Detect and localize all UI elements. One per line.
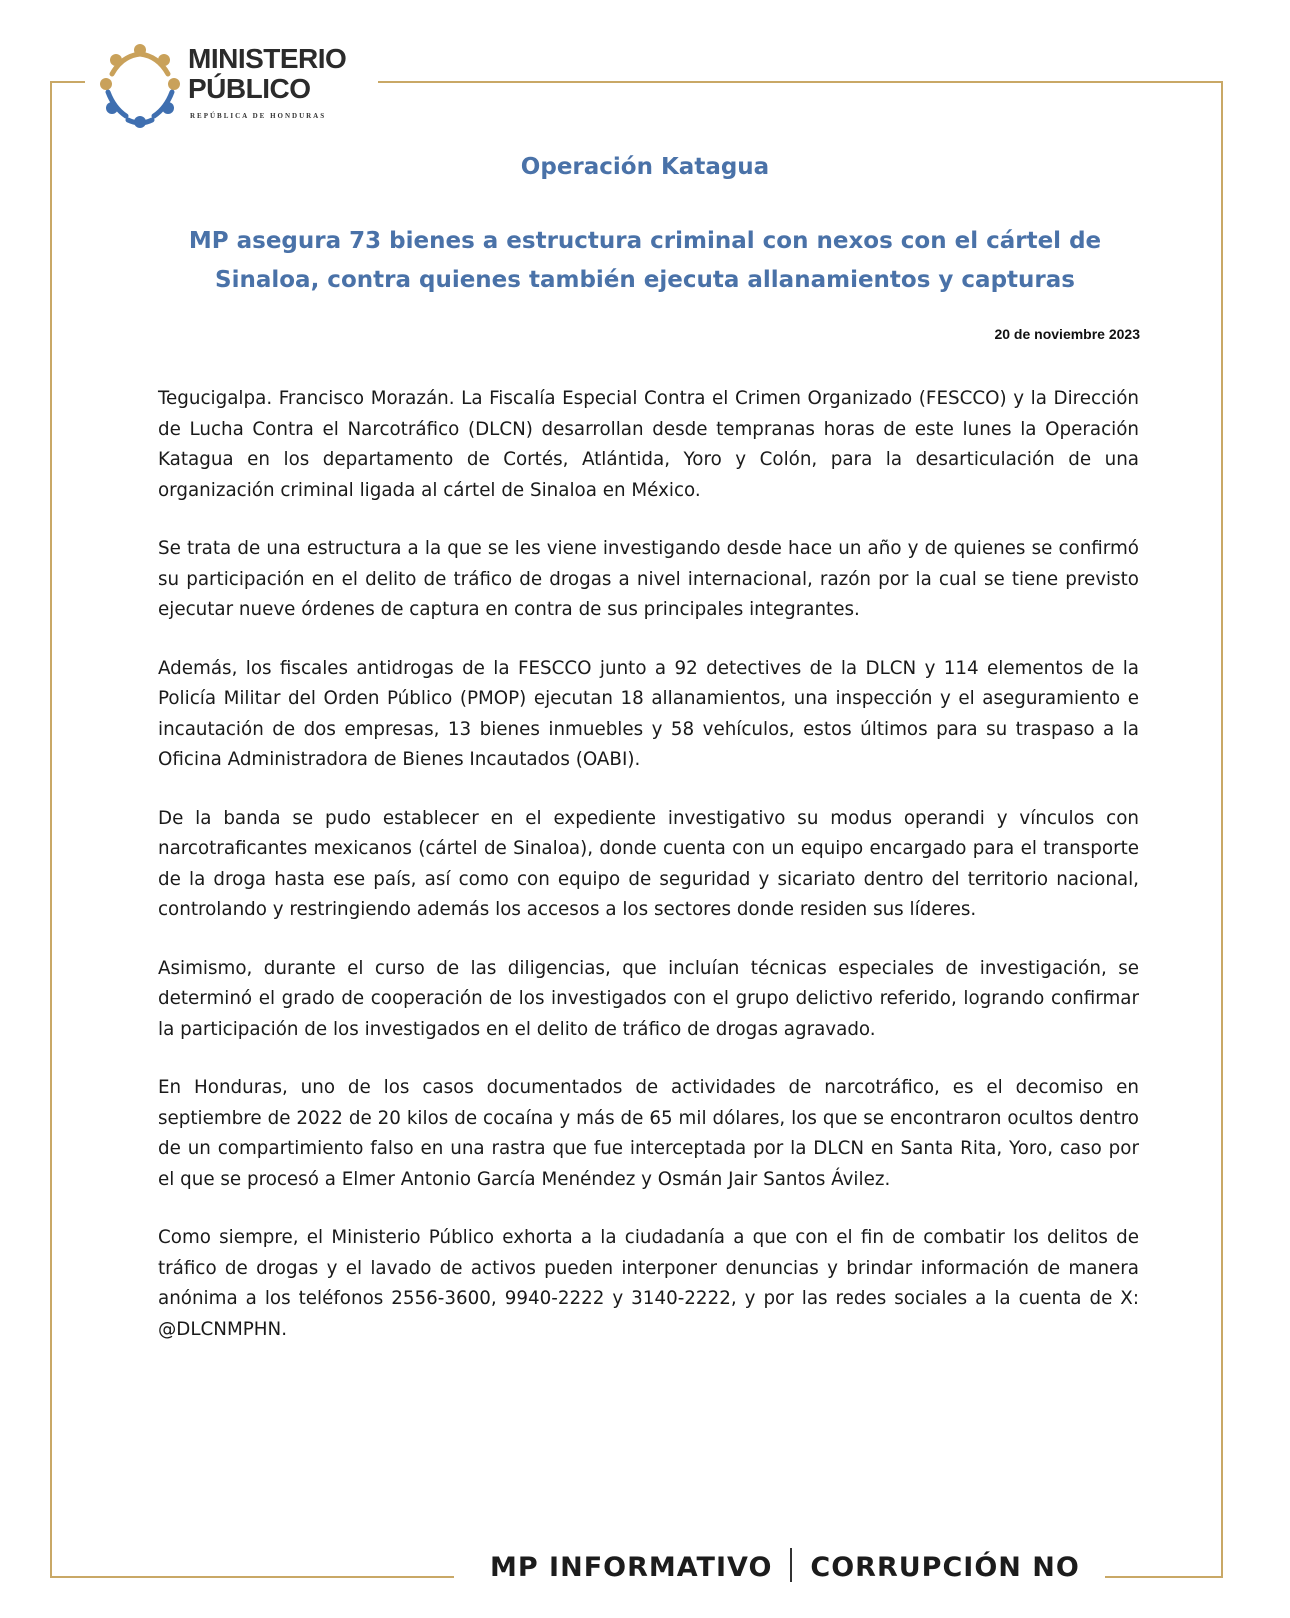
logo-title-line1: MINISTERIO	[188, 43, 347, 74]
press-body	[158, 384, 1139, 1373]
footer-right-text: CORRUPCIÓN NO	[810, 1552, 1080, 1583]
people-circle-logo-icon	[100, 44, 180, 128]
body-paragraph: De la banda se pudo establecer en el expediente investigativo su modus operandi y vínculos con narcotraficantes mexicanos (cártel de Sinaloa), donde cuenta con un equipo encargado para el transporte de la droga hasta ese país, así como con equipo de seguridad y sicariato dentro del territorio nacional, controlando y restringiendo además los accesos a los sectores donde residen sus líderes.	[158, 807, 1139, 920]
frame-bottom-left-line	[50, 1576, 454, 1578]
press-date: 20 de noviembre 2023	[994, 326, 1140, 342]
frame-top-left-line	[50, 81, 85, 83]
footer-slogan	[490, 1548, 1090, 1583]
body-paragraph: En Honduras, uno de los casos documentados de actividades de narcotráfico, es el decomiso en septiembre de 2022 de 20 kilos de cocaína y más de 65 mil dólares, los que se encontraron ocultos dentro de un compartimiento falso en una rastra que fue interceptada por la DLCN en Santa Rita, Yoro, caso por el que se procesó a Elmer Antonio García Menéndez y Osmán Jair Santos Ávilez.	[158, 1077, 1139, 1190]
logo-title-line2: PÚBLICO	[188, 73, 311, 104]
operation-title: Operación Katagua	[520, 154, 770, 180]
logo-subtitle: REPÚBLICA DE HONDURAS	[190, 112, 327, 120]
body-paragraph: Se trata de una estructura a la que se les viene investigando desde hace un año y de quienes se confirmó su participación en el delito de tráfico de drogas a nivel internacional, razón por la cual se tiene previsto ejecutar nueve órdenes de captura en contra de sus principales integrantes.	[158, 538, 1139, 620]
ministerio-publico-logo	[96, 40, 386, 132]
frame-right-line	[1221, 81, 1223, 1578]
body-paragraph: Tegucigalpa. Francisco Morazán. La Fiscalía Especial Contra el Crimen Organizado (FESCCO) y la Dirección de Lucha Contra el Narcotráfico (DLCN) desarrollan desde tempranas horas de este lunes la Operación Katagua en los departamento de Cortés, Atlántida, Yoro y Colón, para la desarticulación de una organización criminal ligada al cártel de Sinaloa en México.	[158, 388, 1139, 501]
press-headline: MP asegura 73 bienes a estructura criminal con nexos con el cártel de Sinaloa, contra quienes también ejecuta allanamientos y capturas	[188, 228, 1102, 293]
body-paragraph: Además, los fiscales antidrogas de la FESCCO junto a 92 detectives de la DLCN y 114 elementos de la Policía Militar del Orden Público (PMOP) ejecutan 18 allanamientos, una inspección y el aseguramiento e incautación de dos empresas, 13 bienes inmuebles y 58 vehículos, estos últimos para su traspaso a la Oficina Administradora de Bienes Incautados (OABI).	[158, 657, 1139, 770]
frame-top-right-line	[378, 81, 1223, 83]
body-paragraph: Asimismo, durante el curso de las diligencias, que incluían técnicas especiales de investigación, se determinó el grado de cooperación de los investigados con el grupo delictivo referido, logrando confirmar la participación de los investigados en el delito de tráfico de drogas agravado.	[158, 957, 1139, 1040]
body-paragraph: Como siempre, el Ministerio Público exhorta a la ciudadanía a que con el fin de combatir los delitos de tráfico de drogas y el lavado de activos pueden interponer denuncias y brindar información de manera anónima a los teléfonos 2556-3600, 9940-2222 y 3140-2222, y por las redes sociales a la cuenta de X: @DLCNMPHN.	[158, 1227, 1139, 1340]
footer-left-text: MP INFORMATIVO	[490, 1552, 773, 1583]
frame-left-line	[50, 81, 52, 1578]
footer-separator	[790, 1548, 792, 1582]
frame-bottom-right-line	[1105, 1576, 1223, 1578]
